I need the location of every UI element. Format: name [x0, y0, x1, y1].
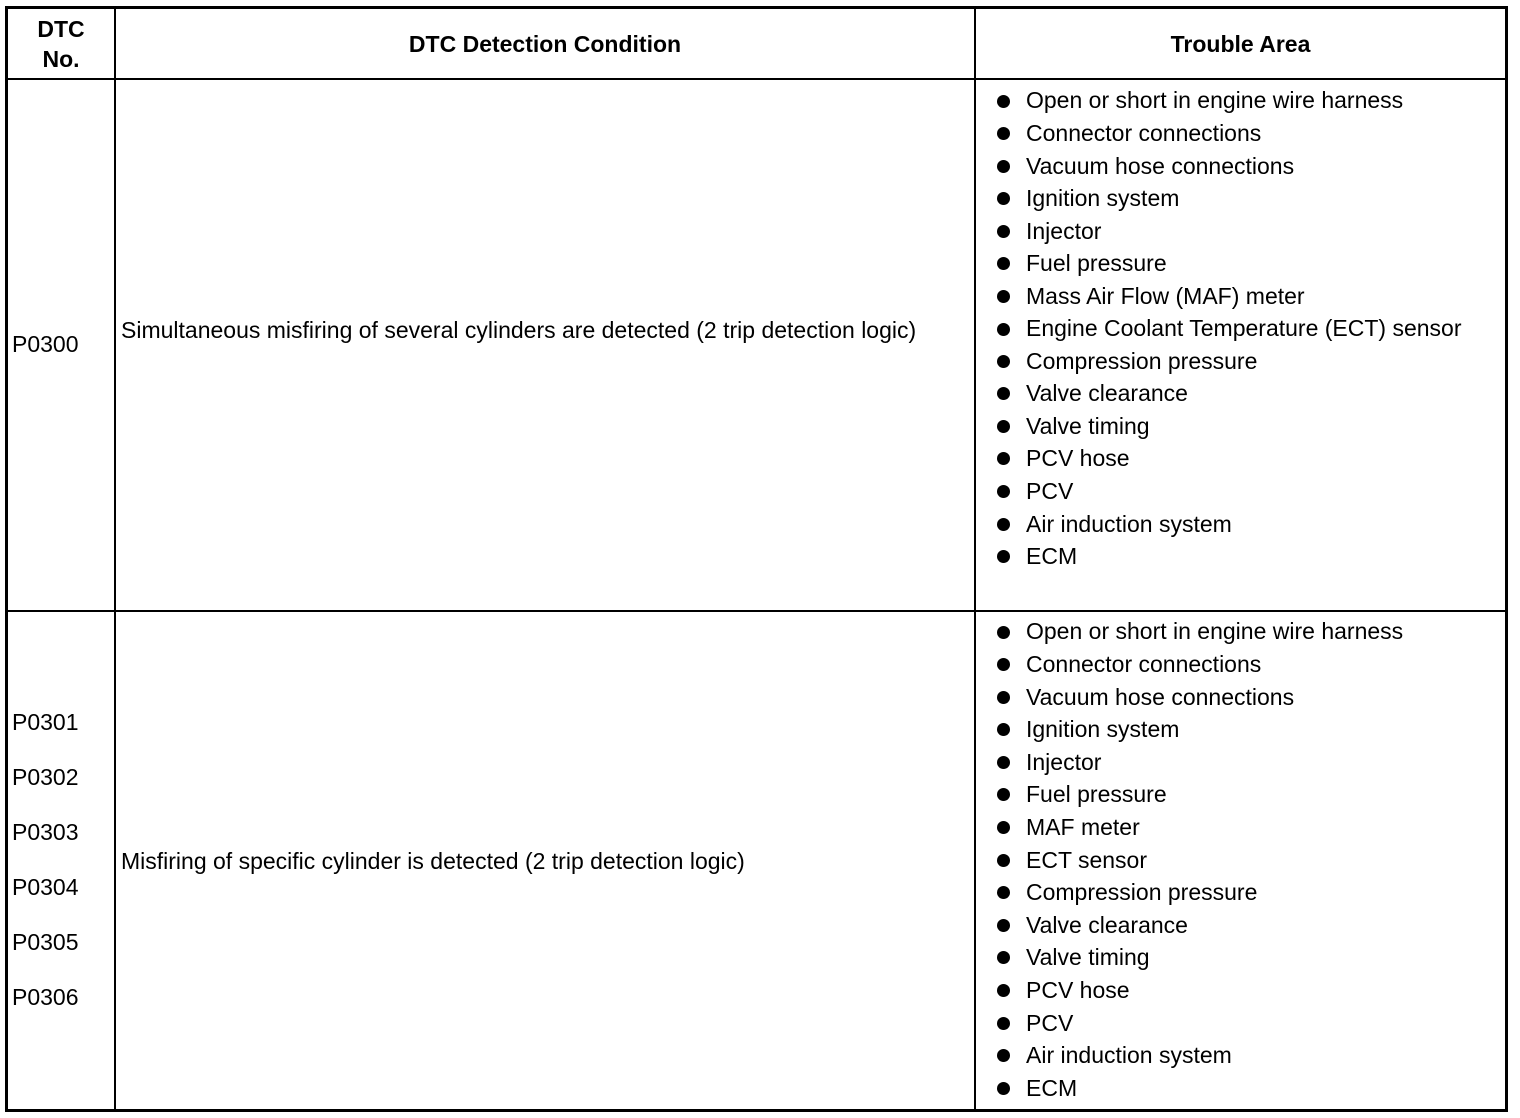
trouble-area-label: Air induction system [1026, 510, 1232, 537]
trouble-area-item [993, 1007, 1473, 1040]
row-divider [8, 610, 1505, 612]
bullet-icon [997, 485, 1010, 498]
dtc-code: P0301 [12, 709, 79, 735]
bullet-icon [997, 420, 1010, 433]
trouble-area-label: MAF meter [1026, 813, 1140, 840]
trouble-area-label: Fuel pressure [1026, 250, 1167, 277]
trouble-area-item [993, 941, 1473, 974]
trouble-area-label: Connector connections [1026, 120, 1262, 146]
trouble-area-item [993, 1039, 1473, 1072]
bullet-icon [997, 355, 1010, 368]
trouble-area-label: ECT sensor [1026, 846, 1148, 873]
trouble-area-label: Connector connections [1026, 651, 1262, 677]
trouble-area-item [993, 475, 1473, 508]
trouble-area-item [993, 844, 1473, 877]
bullet-icon [997, 723, 1010, 736]
trouble-area-item [993, 681, 1473, 714]
header-dtc-no: DTC No. [37, 15, 85, 72]
trouble-area-item [993, 247, 1473, 280]
bullet-icon [997, 290, 1010, 303]
trouble-area-label: Open or short in engine wire harness [1026, 87, 1404, 113]
bullet-icon [997, 192, 1010, 205]
trouble-area-item [993, 974, 1473, 1007]
trouble-area-item [993, 182, 1473, 215]
trouble-area-label: PCV hose [1026, 976, 1130, 1003]
row1-dtc-code: P0300 [12, 331, 79, 357]
header-trouble-area: Trouble Area [1170, 30, 1311, 57]
trouble-area-item [993, 313, 1473, 345]
dtc-code: P0305 [12, 929, 79, 955]
bullet-icon [997, 257, 1010, 270]
trouble-area-item [993, 713, 1473, 746]
trouble-area-item [993, 778, 1473, 811]
trouble-area-item [993, 280, 1473, 313]
bullet-icon [997, 788, 1010, 801]
bullet-icon [997, 1049, 1010, 1062]
bullet-icon [997, 387, 1010, 400]
trouble-area-label: Open or short in engine wire harness [1026, 618, 1404, 644]
trouble-area-item [993, 648, 1473, 681]
trouble-area-label: Ignition system [1026, 716, 1180, 743]
trouble-area-item [993, 909, 1473, 942]
bullet-icon [997, 919, 1010, 932]
trouble-area-label: Fuel pressure [1026, 781, 1167, 808]
bullet-icon [997, 951, 1010, 964]
column-divider [114, 9, 116, 1109]
trouble-area-label: Compression pressure [1026, 879, 1258, 906]
trouble-area-label: PCV hose [1026, 445, 1130, 472]
trouble-area-label: Valve timing [1026, 412, 1150, 439]
bullet-icon [997, 691, 1010, 704]
trouble-area-item [993, 377, 1473, 410]
trouble-area-item [993, 85, 1473, 117]
trouble-area-label: ECM [1026, 1074, 1078, 1101]
trouble-area-label: Valve clearance [1026, 911, 1188, 938]
bullet-icon [997, 518, 1010, 531]
trouble-area-label: Ignition system [1026, 185, 1180, 212]
trouble-area-label: Compression pressure [1026, 347, 1258, 374]
trouble-area-label: Injector [1026, 748, 1102, 775]
trouble-area-item [993, 876, 1473, 909]
trouble-area-item [993, 117, 1473, 150]
trouble-area-label: Air induction system [1026, 1042, 1232, 1069]
row2-trouble-area-list [993, 616, 1473, 1104]
trouble-area-item [993, 508, 1473, 541]
trouble-area-item [993, 616, 1473, 648]
dtc-code: P0302 [12, 764, 79, 790]
bullet-icon [997, 550, 1010, 563]
bullet-icon [997, 984, 1010, 997]
trouble-area-label: PCV [1026, 477, 1074, 504]
trouble-area-label: Mass Air Flow (MAF) meter [1026, 282, 1305, 309]
trouble-area-label: Valve clearance [1026, 380, 1188, 407]
dtc-code: P0306 [12, 984, 79, 1010]
row1-detection-condition: Simultaneous misfiring of several cylinders are detected (2 trip detection logic) [121, 317, 917, 343]
row1-trouble-area-list [993, 85, 1473, 573]
bullet-icon [997, 821, 1010, 834]
bullet-icon [997, 127, 1010, 140]
trouble-area-item [993, 442, 1473, 475]
row2-dtc-code-list [12, 707, 79, 1037]
bullet-icon [997, 658, 1010, 671]
trouble-area-item [993, 150, 1473, 183]
trouble-area-label: Valve timing [1026, 944, 1150, 971]
trouble-area-item [993, 410, 1473, 443]
trouble-area-item [993, 746, 1473, 779]
header-detection-condition: DTC Detection Condition [408, 30, 682, 57]
bullet-icon [997, 452, 1010, 465]
trouble-area-label: ECM [1026, 543, 1078, 570]
bullet-icon [997, 854, 1010, 867]
trouble-area-item [993, 215, 1473, 248]
trouble-area-item [993, 345, 1473, 378]
bullet-icon [997, 1017, 1010, 1030]
trouble-area-label: Injector [1026, 217, 1102, 244]
trouble-area-label: Vacuum hose connections [1026, 683, 1295, 710]
trouble-area-label: Vacuum hose connections [1026, 152, 1295, 179]
bullet-icon [997, 756, 1010, 769]
row2-detection-condition: Misfiring of specific cylinder is detected (2 trip detection logic) [121, 848, 745, 874]
bullet-icon [997, 160, 1010, 173]
bullet-icon [997, 323, 1010, 336]
dtc-code: P0304 [12, 874, 79, 900]
column-divider [974, 9, 976, 1109]
trouble-area-item [993, 540, 1473, 573]
bullet-icon [997, 95, 1010, 108]
bullet-icon [997, 1082, 1010, 1095]
trouble-area-item [993, 1072, 1473, 1105]
header-divider [8, 78, 1505, 80]
bullet-icon [997, 225, 1010, 238]
trouble-area-label: Engine Coolant Temperature (ECT) sensor [1026, 314, 1462, 341]
bullet-icon [997, 626, 1010, 639]
trouble-area-item [993, 811, 1473, 844]
bullet-icon [997, 886, 1010, 899]
trouble-area-label: PCV [1026, 1009, 1074, 1036]
dtc-code: P0303 [12, 819, 79, 845]
